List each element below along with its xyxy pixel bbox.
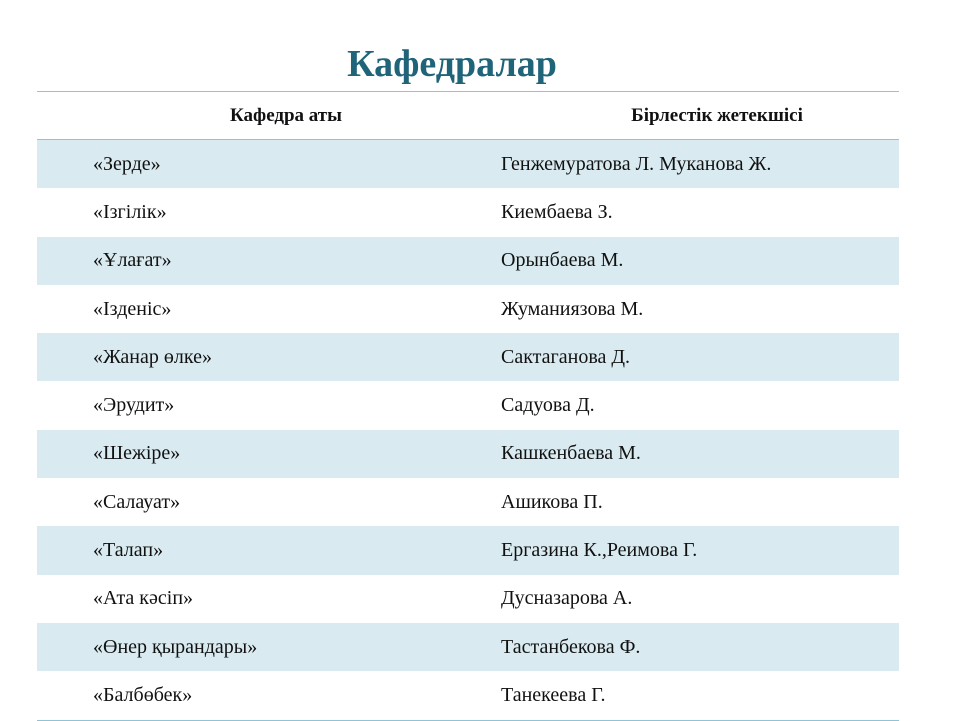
leader-cell: Киембаева З. <box>501 200 613 223</box>
slide-title: Кафедралар <box>347 43 557 85</box>
table-row <box>37 237 899 285</box>
table-row <box>37 478 899 526</box>
table-row <box>37 381 899 429</box>
header-department-name: Кафедра аты <box>230 104 342 126</box>
leader-cell: Тастанбекова Ф. <box>501 635 641 658</box>
department-name-cell: «Жанар өлке» <box>93 345 212 368</box>
department-name-cell: «Өнер қырандары» <box>93 635 258 658</box>
departments-table <box>37 91 899 721</box>
table-row <box>37 188 899 236</box>
department-name-cell: «Ізгілік» <box>93 200 167 223</box>
department-name-cell: «Ұлағат» <box>93 249 172 272</box>
department-name-cell: «Шежіре» <box>93 442 181 465</box>
leader-cell: Ергазина К.,Реимова Г. <box>501 539 698 562</box>
leader-cell: Садуова Д. <box>501 394 595 417</box>
department-name-cell: «Балбөбек» <box>93 683 193 706</box>
leader-cell: Генжемуратова Л. Муканова Ж. <box>501 152 772 175</box>
table-row <box>37 140 899 188</box>
leader-cell: Ашикова П. <box>501 490 603 513</box>
leader-cell: Дусназарова А. <box>501 587 633 610</box>
leader-cell: Кашкенбаева М. <box>501 442 641 465</box>
table-row <box>37 623 899 671</box>
department-name-cell: «Ата кәсіп» <box>93 587 194 610</box>
department-name-cell: «Ізденіс» <box>93 297 172 320</box>
department-name-cell: «Салауат» <box>93 490 181 513</box>
department-name-cell: «Талап» <box>93 539 164 562</box>
table-row <box>37 333 899 381</box>
leader-cell: Танекеева Г. <box>501 683 606 706</box>
department-name-cell: «Эрудит» <box>93 394 175 417</box>
leader-cell: Орынбаева М. <box>501 249 624 272</box>
department-name-cell: «Зерде» <box>93 152 161 175</box>
table-row <box>37 430 899 478</box>
table-row <box>37 575 899 623</box>
table-row <box>37 671 899 720</box>
table-row <box>37 526 899 574</box>
leader-cell: Жуманиязова М. <box>501 297 644 320</box>
table-header-row <box>37 92 899 140</box>
leader-cell: Сактаганова Д. <box>501 345 631 368</box>
table-row <box>37 285 899 333</box>
header-leader: Бірлестік жетекшісі <box>631 104 803 126</box>
